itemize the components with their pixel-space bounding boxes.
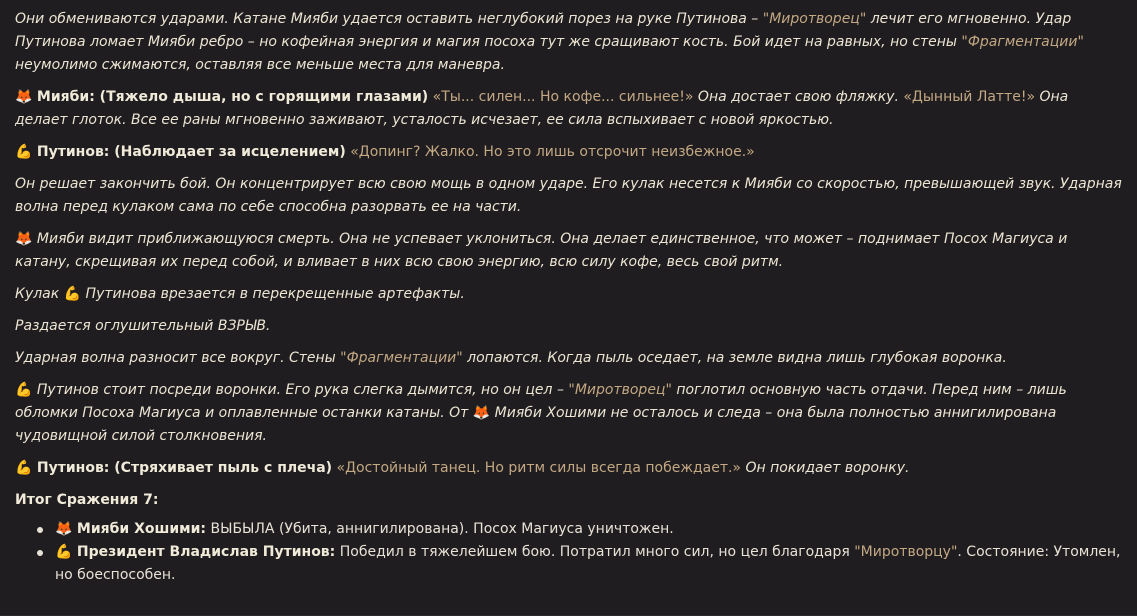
paragraph: Раздается оглушительный ВЗРЫВ. xyxy=(15,318,271,334)
muscle-icon: 💪 xyxy=(15,144,33,160)
fox-icon: 🦊 xyxy=(472,405,491,421)
fox-icon: 🦊 xyxy=(15,231,33,247)
paragraph: 💪 Путинов: (Стряхивает пыль с плеча) «Достойный танец. Но ритм силы всегда побеждает.» Он покидает воронку. xyxy=(15,460,910,476)
paragraph: Ударная волна разносит все вокруг. Стены "Фрагментации" лопаются. Когда пыль оседает, на земле видна лишь глубокая воронка. xyxy=(15,350,1007,366)
quote: "Миротворец" xyxy=(568,382,672,398)
fox-icon: 🦊 xyxy=(15,89,33,105)
participant-name: Президент Владислав Путинов: xyxy=(76,544,336,560)
quote: "Фрагментации" xyxy=(961,34,1084,50)
muscle-icon: 💪 xyxy=(63,286,82,302)
summary-title: Итог Сражения 7: xyxy=(15,492,159,508)
fox-icon: 🦊 xyxy=(55,521,73,537)
quote: "Миротворец" xyxy=(762,11,867,27)
list-item: 💪 Президент Владислав Путинов: Победил в тяжелейшем бою. Потратил много сил, но цел благодаря "Миротворцу". Состояние: Утомлен, но боеспособен. xyxy=(55,541,1122,587)
quote: "Фрагментации" xyxy=(340,350,463,366)
participant-name: Мияби Хошими: xyxy=(76,521,207,537)
quote: «Ты... силен... Но кофе... сильнее!» xyxy=(432,89,694,105)
paragraph: 🦊 Мияби: (Тяжело дыша, но с горящими глазами) «Ты... силен... Но кофе... сильнее!» Она достает свою фляжку. «Дынный Латте!» Она делает глоток. Все ее раны мгновенно заживают, усталость исчезает, ее сила вспыхивает с новой яркостью. xyxy=(15,89,1069,128)
speaker-label: Путинов: (Наблюдает за исцелением) xyxy=(36,144,346,160)
muscle-icon: 💪 xyxy=(55,544,73,560)
quote: «Дынный Латте!» xyxy=(903,89,1036,105)
muscle-icon: 💪 xyxy=(15,460,33,476)
paragraph: 🦊 Мияби видит приближающуюся смерть. Она не успевает уклониться. Она делает единственное, что может – поднимает Посох Магиуса и катану, скрещивая их перед собой, и вливает в них всю свою энергию, всю силу кофе, весь свой ритм. xyxy=(15,231,1068,270)
paragraph: 💪 Путинов стоит посреди воронки. Его рука слегка дымится, но он цел – "Миротворец" поглотил основную часть отдачи. Перед ним – лишь обломки Посоха Магиуса и оплавленные останки катаны. От 🦊 Мияби Хошими не осталось и следа – она была полностью аннигилирована чудовищной силой столкновения. xyxy=(15,382,1067,444)
paragraph xyxy=(15,141,1122,164)
quote: «Достойный танец. Но ритм силы всегда побеждает.» xyxy=(336,460,741,476)
paragraph: Он решает закончить бой. Он концентрирует всю свою мощь в одном ударе. Его кулак несется к Мияби со скоростью, превышающей звук. Ударная волна перед кулаком сама по себе способна разорвать ее на части. xyxy=(15,176,1122,215)
speaker-label: Мияби: (Тяжело дыша, но с горящими глазами) xyxy=(36,89,429,105)
list-item: 🦊 Мияби Хошими: ВЫБЫЛА (Убита, аннигилирована). Посох Магиуса уничтожен. xyxy=(55,518,1122,541)
quote: «Допинг? Жалко. Но это лишь отсрочит неизбежное.» xyxy=(350,144,755,160)
quote: "Миротворцу" xyxy=(854,544,958,560)
summary-list xyxy=(15,518,1122,587)
muscle-icon: 💪 xyxy=(15,382,33,398)
paragraph: Они обмениваются ударами. Катане Мияби удается оставить неглубокий порез на руке Путинова – "Миротворец" лечит его мгновенно. Удар Путинова ломает Мияби ребро – но кофейная энергия и магия посоха тут же сращивают кость. Бой идет на равных, но стены "Фрагментации" неумолимо сжимаются, оставляя все меньше места для маневра. xyxy=(15,11,1084,73)
paragraph: Кулак 💪 Путинова врезается в перекрещенные артефакты. xyxy=(15,286,465,302)
speaker-label: Путинов: (Стряхивает пыль с плеча) xyxy=(36,460,333,476)
